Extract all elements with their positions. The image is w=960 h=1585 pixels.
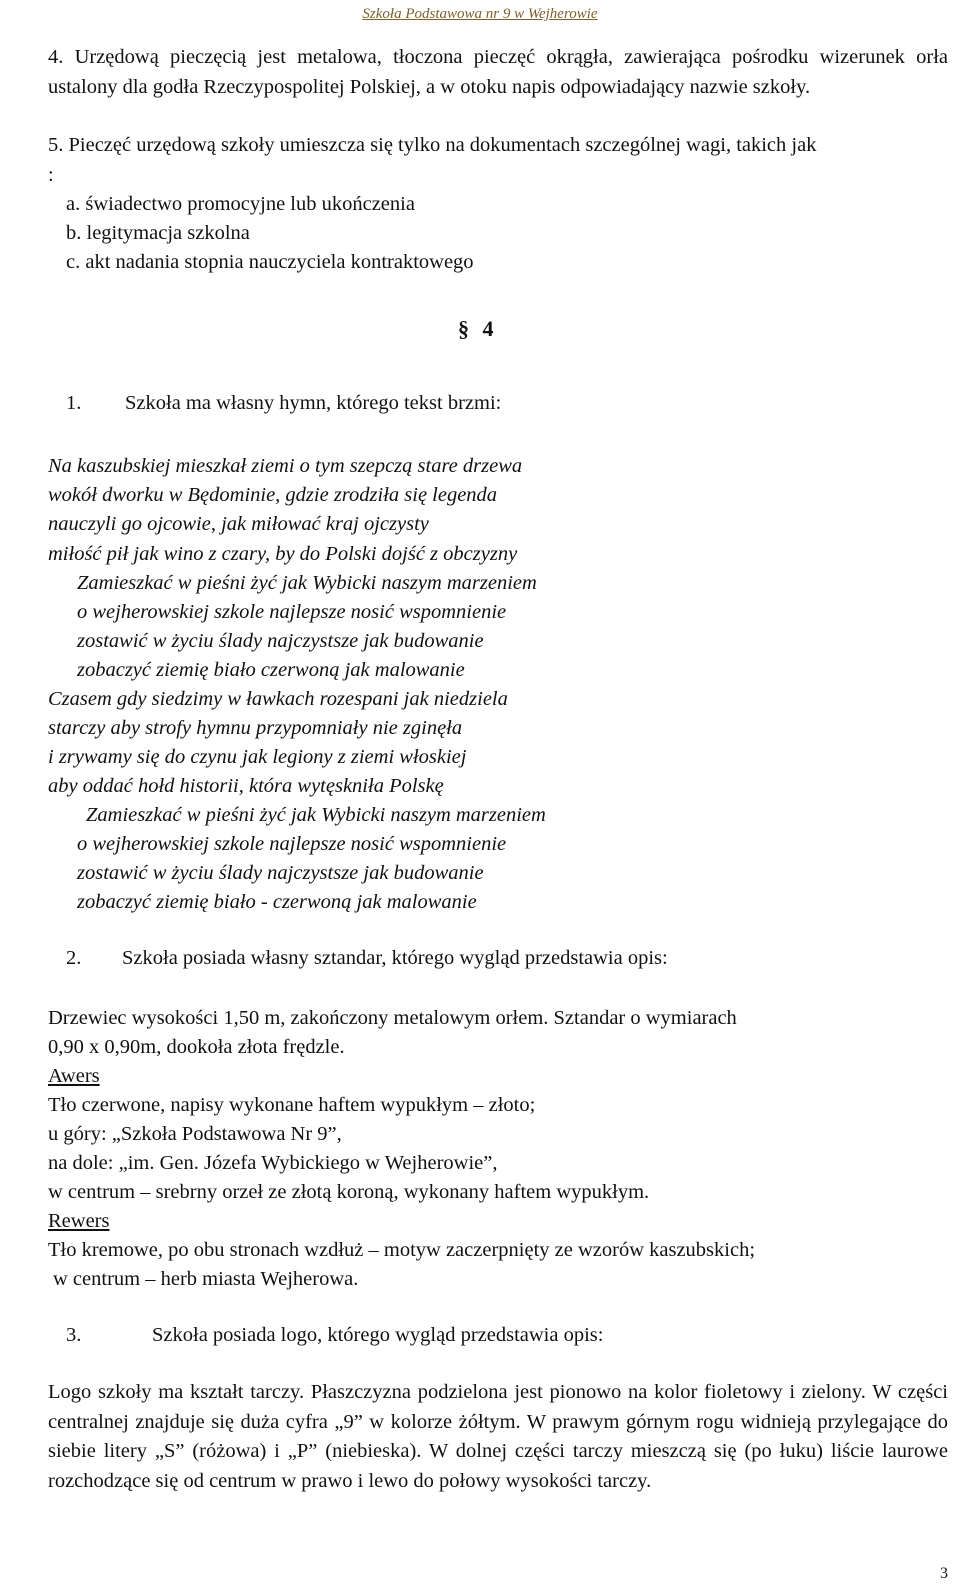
rewers-label: Rewers [48, 1210, 110, 1232]
hymn-line: miłość pił jak wino z czary, by do Polski dojść z obczyzny [48, 543, 518, 565]
hymn-line: zostawić w życiu ślady najczystsze jak budowanie [77, 630, 484, 652]
hymn-line: starczy aby strofy hymnu przypomniały nie zginęła [48, 717, 463, 739]
rewers-line: Tło kremowe, po obu stronach wzdłuż – motyw zaczerpnięty ze wzorów kaszubskich; [48, 1239, 756, 1261]
banner-description: Drzewiec wysokości 1,50 m, zakończony metalowym orłem. Sztandar o wymiarach [48, 1007, 737, 1029]
hymn-line: aby oddać hołd historii, która wytęskniła Polskę [48, 775, 444, 797]
section-symbol: § [458, 316, 469, 341]
hymn-line: zobaczyć ziemię biało czerwoną jak malowanie [77, 659, 465, 681]
awers-line: Tło czerwone, napisy wykonane haftem wypukłym – złoto; [48, 1094, 536, 1116]
banner-description: 0,90 x 0,90m, dookoła złota frędzle. [48, 1036, 345, 1058]
hymn-line: nauczyli go ojcowie, jak miłować kraj ojczysty [48, 513, 429, 535]
rewers-line: w centrum – herb miasta Wejherowa. [53, 1268, 359, 1290]
hymn-line: zobaczyć ziemię biało - czerwoną jak malowanie [77, 891, 477, 913]
awers-line: w centrum – srebrny orzeł ze złotą koroną, wykonany haftem wypukłym. [48, 1181, 650, 1203]
awers-line: u góry: „Szkoła Podstawowa Nr 9”, [48, 1123, 342, 1145]
section-heading [458, 318, 494, 340]
hymn-line: zostawić w życiu ślady najczystsze jak budowanie [77, 862, 484, 884]
hymn-line: Zamieszkać w pieśni żyć jak Wybicki naszym marzeniem [77, 572, 537, 594]
hymn-line: o wejherowskiej szkole najlepsze nosić wspomnienie [77, 601, 507, 623]
paragraph-4: 4. Urzędową pieczęcią jest metalowa, tłoczona pieczęć okrągła, zawierająca pośrodku wizerunek orła ustalony dla godła Rzeczypospolitej Polskiej, a w otoku napis odpowiadający nazwie szkoły. [48, 46, 948, 98]
hymn-line: o wejherowskiej szkole najlepsze nosić wspomnienie [77, 833, 507, 855]
point-2-number: 2. [66, 947, 82, 969]
logo-description: Logo szkoły ma kształt tarczy. Płaszczyzna podzielona jest pionowo na kolor fioletowy i zielony. W części centralnej znajduje się duża cyfra „9” w kolorze żółtym. W prawym górnym rogu widnieją przylegające do siebie litery „S” (różowa) i „P” (niebieska). W dolnej części tarczy mieszczą się (po łuku) liście laurowe rozchodzące się od centrum w prawo i lewo do połowy wysokości tarczy. [48, 1381, 948, 1492]
page-number: 3 [940, 1565, 948, 1582]
list-item-c: c. akt nadania stopnia nauczyciela kontraktowego [66, 251, 474, 273]
point-3-text: Szkoła posiada logo, którego wygląd przedstawia opis: [152, 1324, 604, 1346]
point-1-text: Szkoła ma własny hymn, którego tekst brzmi: [125, 392, 502, 414]
awers-label: Awers [48, 1065, 100, 1087]
point-2-text: Szkoła posiada własny sztandar, którego wygląd przedstawia opis: [122, 947, 668, 969]
paragraph-5-line2: : [48, 164, 54, 186]
hymn-line: Na kaszubskiej mieszkał ziemi o tym szepczą stare drzewa [48, 455, 523, 477]
paragraph-5-line1: 5. Pieczęć urzędową szkoły umieszcza się tylko na dokumentach szczególnej wagi, takich jak [48, 134, 817, 156]
point-3-number: 3. [66, 1324, 82, 1346]
hymn-line: Zamieszkać w pieśni żyć jak Wybicki naszym marzeniem [86, 804, 546, 826]
point-1-number: 1. [66, 392, 82, 414]
section-number: 4 [482, 316, 494, 341]
hymn-line: Czasem gdy siedzimy w ławkach rozespani jak niedziela [48, 688, 508, 710]
hymn-line: i zrywamy się do czynu jak legiony z ziemi włoskiej [48, 746, 467, 768]
list-item-a: a. świadectwo promocyjne lub ukończenia [66, 193, 415, 215]
awers-line: na dole: „im. Gen. Józefa Wybickiego w Wejherowie”, [48, 1152, 498, 1174]
hymn-line: wokół dworku w Będominie, gdzie zrodziła się legenda [48, 484, 498, 506]
list-item-b: b. legitymacja szkolna [66, 222, 250, 244]
page-header: Szkoła Podstawowa nr 9 w Wejherowie [362, 6, 598, 22]
